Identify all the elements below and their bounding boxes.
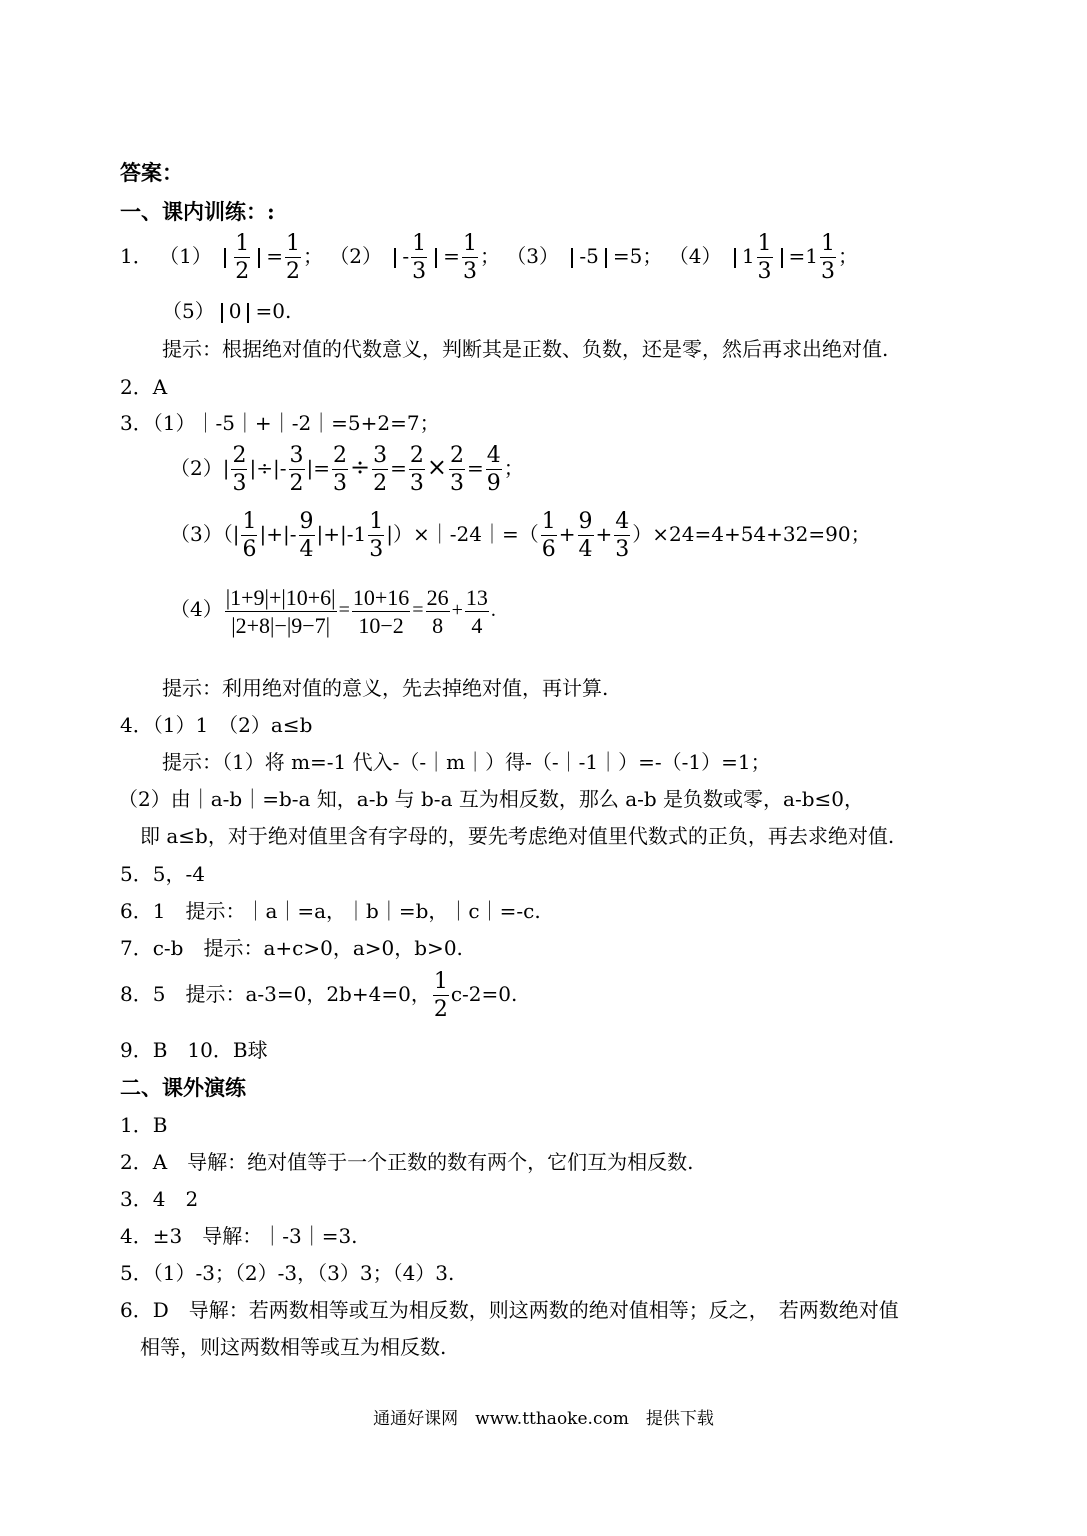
q4-hint-2: （2）由｜a-b｜=b-a 知，a-b 与 b-a 互为相反数，那么 a-b 是负数或零，a-b≤0， (118, 787, 865, 811)
fraction: $\frac{1}{3}$ (462, 231, 477, 285)
q3-p4: （4） $\frac{|1+9|+|10+6|}{|2+8|-|9-7|}$ = $\frac{10+16}{10-2}$ = $\frac{26}{8}$ + $\frac{13}{4}$ . (170, 585, 496, 639)
q1-p5: （5） 0 =0. (162, 299, 292, 323)
fraction: $\frac{1}{3}$ (821, 231, 836, 285)
fraction: $\frac{1}{3}$ (757, 231, 772, 285)
q7-answer: 7．c-b 提示：a+c>0，a>0，b>0. (120, 936, 463, 960)
fraction: $\frac{2}{3}$ (409, 443, 424, 497)
q2-answer: 2．A (120, 375, 168, 399)
fraction: $\frac{1}{2}$ (433, 969, 448, 1023)
s2-q4: 4．±3 导解：｜-3｜=3. (120, 1224, 358, 1248)
fraction: $\frac{1}{6}$ (242, 509, 257, 563)
fraction: $\frac{26}{8}$ (426, 585, 449, 639)
q3-p3: （3）（| $\frac{1}{6}$ |+|- $\frac{9}{4}$ |+|-1 $\frac{1}{3}$ |）×｜-24｜=（ $\frac{1}{6}$ + $\frac{9}{4}$ + $\frac{4}{3}$ ）×24=4+54+32=90； (170, 509, 871, 563)
section-1-heading: 一、课内训练：: (120, 199, 275, 224)
fraction: $\frac{4}{9}$ (486, 443, 501, 497)
q1-p4-label: （4） (668, 244, 722, 269)
q3-hint: 提示：利用绝对值的意义，先去掉绝对值，再计算. (162, 676, 609, 700)
section-2-heading: 二、课外演练 (120, 1075, 246, 1100)
q4-hint-1: 提示：（1）将 m=-1 代入-（-｜m｜）得-（-｜-1｜）=-（-1）=1； (162, 750, 771, 774)
fraction: $\frac{3}{2}$ (289, 443, 304, 497)
q9-answer: 9．B 10．B球 (120, 1038, 268, 1062)
abs-bar (781, 248, 783, 268)
q6-answer: 6．1 提示：｜a｜=a，｜b｜=b，｜c｜=-c. (120, 899, 541, 923)
fraction: $\frac{1}{3}$ (412, 231, 427, 285)
q1-line: 1． （1） $\frac{1}{2}$ = $\frac{1}{2}$ ； （2） - $\frac{1}{3}$ = $\frac{1}{3}$ ； （3） -5 =5； （4） 1 $\frac{1}{3}$ =1 $\frac{1}{3}$ ； (120, 231, 859, 285)
q1-number: 1． (120, 244, 153, 269)
q1-p3-label: （3） (506, 244, 560, 269)
fraction: $\frac{3}{2}$ (373, 443, 388, 497)
abs-bar (221, 303, 223, 323)
q1-p2-label: （2） (329, 244, 383, 269)
s2-q6-line-2: 相等，则这两数相等或互为相反数. (140, 1335, 447, 1359)
q8-answer: 8．5 提示：a-3=0，2b+4=0， $\frac{1}{2}$ c-2=0. (120, 969, 518, 1023)
fraction: $\frac{2}{3}$ (333, 443, 348, 497)
q5-answer: 5．5，-4 (120, 862, 205, 886)
fraction: $\frac{10+16}{10-2}$ (352, 585, 410, 639)
fraction: $\frac{1}{3}$ (369, 509, 384, 563)
fraction: $\frac{1}{2}$ (285, 231, 300, 285)
page-footer: 通通好课网 www.tthaoke.com 提供下载 (373, 1409, 714, 1429)
s2-q2: 2．A 导解：绝对值等于一个正数的数有两个，它们互为相反数. (120, 1150, 694, 1174)
fraction: $\frac{2}{3}$ (450, 443, 464, 497)
abs-bar (734, 248, 736, 268)
answer-title: 答案： (120, 160, 183, 185)
q3-p1: 3．（1）｜-5｜+｜-2｜=5+2=7； (120, 411, 440, 435)
fraction: $\frac{2}{3}$ (232, 443, 247, 497)
abs-bar (247, 303, 249, 323)
q3-p2: （2）| $\frac{2}{3}$ |÷|- $\frac{3}{2}$ |= $\frac{2}{3}$ ÷ $\frac{3}{2}$ = $\frac{2}{3}$ × $\frac{2}{3}$ = $\frac{4}{9}$ ； (170, 443, 524, 497)
fraction: $\frac{9}{4}$ (299, 509, 314, 563)
s2-q1: 1．B (120, 1113, 168, 1137)
abs-bar (435, 248, 437, 268)
abs-bar (605, 248, 607, 268)
s2-q6-line-1: 6．D 导解：若两数相等或互为相反数，则这两数的绝对值相等；反之， 若两数绝对值 (120, 1298, 899, 1322)
abs-bar (571, 248, 573, 268)
abs-bar (258, 248, 260, 268)
abs-bar (224, 248, 226, 268)
fraction: $\frac{13}{4}$ (465, 585, 488, 639)
q1-p1-label: （1） (159, 244, 212, 269)
fraction: $\frac{1}{2}$ (235, 231, 250, 285)
q4-answer: 4．（1）1 （2）a≤b (120, 713, 313, 737)
abs-bar (394, 248, 396, 268)
q1-hint: 提示：根据绝对值的代数意义，判断其是正数、负数，还是零，然后再求出绝对值. (162, 337, 889, 361)
fraction: $\frac{4}{3}$ (615, 509, 630, 563)
s2-q3: 3．4 2 (120, 1187, 199, 1211)
s2-q5: 5．（1）-3；（2）-3，（3）3；（4）3. (120, 1261, 455, 1285)
fraction: $\frac{9}{4}$ (578, 509, 593, 563)
fraction: $\frac{|1+9|+|10+6|}{|2+8|-|9-7|}$ (225, 585, 336, 639)
q4-hint-3: 即 a≤b，对于绝对值里含有字母的，要先考虑绝对值里代数式的正负，再去求绝对值. (140, 824, 895, 848)
fraction: $\frac{1}{6}$ (541, 509, 556, 563)
